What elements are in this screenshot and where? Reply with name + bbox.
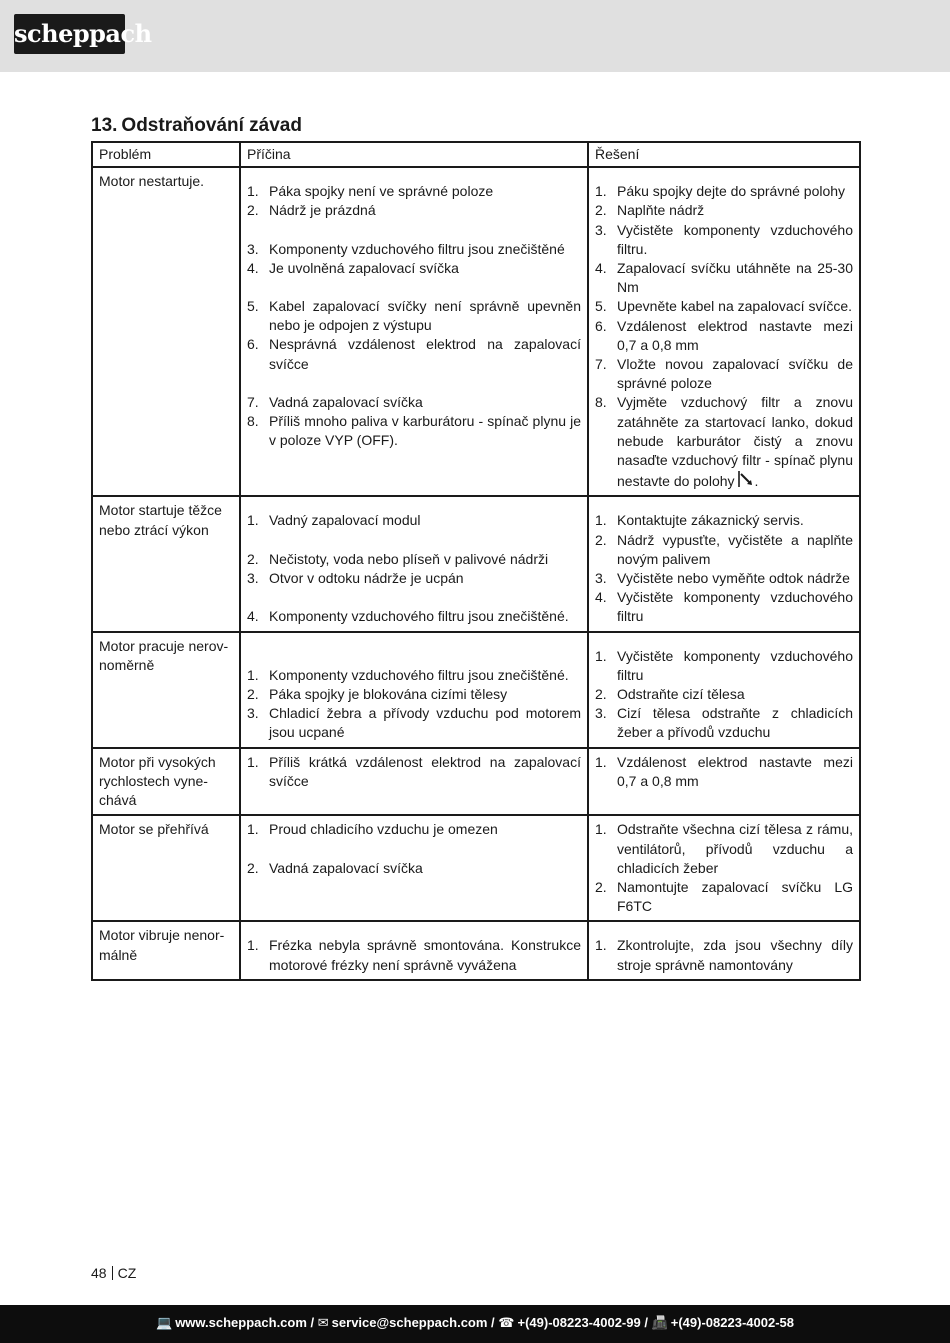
- item-number: 7.: [247, 393, 259, 410]
- cause-cell: [240, 921, 588, 979]
- table-header-row: [92, 142, 860, 167]
- item-text: Naplňte nádrž: [617, 202, 705, 219]
- brand-logo: scheppach: [14, 14, 125, 54]
- item-number: 8.: [247, 413, 259, 430]
- solution-item: [595, 259, 853, 297]
- solution-item: [595, 685, 853, 704]
- item-text: Proud chladicího vzduchu je omezen: [269, 821, 498, 838]
- section-number: 13.: [91, 115, 118, 136]
- item-text: Vzdálenost elektrod nastavte mezi 0,7 a 0,8 mm: [617, 317, 853, 353]
- problem-cell: Motor při vysokých rychlostech vyne-chává: [92, 748, 240, 816]
- item-number: 1.: [595, 821, 607, 838]
- item-text: Vyčistěte komponenty vzduchového filtru: [617, 647, 853, 683]
- item-text: Vzdálenost elektrod nastavte mezi 0,7 a 0,8 mm: [617, 753, 853, 789]
- item-number: 2.: [595, 878, 607, 895]
- header-bar: [0, 0, 950, 72]
- item-text: Namontujte zapalovací svíčku LG F6TC: [617, 878, 853, 915]
- problem-cell: Motor vibruje nenor-málně: [92, 921, 240, 979]
- item-number: 3.: [247, 240, 259, 257]
- item-text: Je uvolněná zapalovací svíčka: [269, 259, 459, 276]
- cause-list: [247, 936, 581, 974]
- problem-cell: Motor startuje těžce nebo ztrácí výkon: [92, 496, 240, 631]
- solution-item: [595, 878, 853, 916]
- section-title: Odstraňování závad: [121, 115, 302, 136]
- solution-cell: [588, 496, 860, 631]
- cause-cell: [240, 496, 588, 631]
- cause-item: [247, 412, 581, 450]
- item-number: 2.: [595, 531, 607, 548]
- page-number: [91, 1265, 136, 1281]
- cause-list: [247, 666, 581, 743]
- footer-contact-text: service@scheppach.com /: [331, 1315, 495, 1330]
- cause-item: [247, 753, 581, 791]
- solution-item: [595, 297, 853, 316]
- solution-item: [595, 201, 853, 220]
- item-text: Nečistoty, voda nebo plíseň v palivové nádrži: [269, 550, 549, 567]
- item-number: 1.: [595, 512, 607, 529]
- item-number: 2.: [247, 859, 259, 876]
- solution-item: [595, 588, 853, 626]
- solution-cell: [588, 632, 860, 748]
- item-number: 1.: [595, 937, 607, 954]
- cause-item: [247, 201, 581, 220]
- cause-list: [247, 820, 581, 877]
- item-text: Nesprávná vzdálenost elektrod na zapalovací svíčce: [269, 336, 581, 372]
- solution-item: [595, 569, 853, 588]
- item-number: 6.: [247, 336, 259, 353]
- footer-contact-text: www.scheppach.com /: [175, 1315, 315, 1330]
- item-text: Vyčistěte komponenty vzduchového filtru: [617, 589, 853, 625]
- item-text: Upevněte kabel na zapalovací svíčce.: [617, 298, 853, 315]
- item-text: Páka spojky je blokována cizími tělesy: [269, 685, 508, 702]
- item-number: 3.: [595, 705, 607, 722]
- item-text: Frézka nebyla správně smontována. Konstrukce motorové frézky není správně vyvážena: [269, 937, 581, 973]
- cause-item: [247, 607, 581, 626]
- cause-item: [247, 936, 581, 974]
- footer-contact-text: +(49)-08223-4002-99 /: [517, 1315, 648, 1330]
- fax-icon: 📠: [651, 1315, 668, 1330]
- solution-item: [595, 393, 853, 491]
- cause-item: [247, 685, 581, 704]
- item-number: 5.: [595, 298, 607, 315]
- item-text: Vadný zapalovací modul: [269, 512, 421, 529]
- item-text: Kabel zapalovací svíčky není správně upevněn nebo je odpojen z výstupu: [269, 298, 581, 334]
- item-text: Chladicí žebra a přívody vzduchu pod motorem jsou ucpané: [269, 705, 581, 741]
- solution-list: [595, 820, 853, 916]
- item-text: Vložte novou zapalovací svíčku de správné poloze: [617, 356, 853, 392]
- solution-item: [595, 221, 853, 259]
- solution-item: [595, 511, 853, 530]
- item-number: 4.: [595, 260, 607, 277]
- item-number: 5.: [247, 298, 259, 315]
- cause-cell: [240, 815, 588, 921]
- solution-item: [595, 647, 853, 685]
- solution-list: [595, 647, 853, 743]
- cause-item: [247, 182, 581, 201]
- item-number: 1.: [247, 666, 259, 683]
- column-header-solution: Řešení: [588, 142, 860, 167]
- item-number: 3.: [595, 221, 607, 238]
- problem-cell: Motor se přehřívá: [92, 815, 240, 921]
- table-row: [92, 815, 860, 921]
- item-number: 2.: [595, 686, 607, 703]
- footer-contact-text: +(49)-08223-4002-58: [670, 1315, 794, 1330]
- item-text: Příliš krátká vzdálenost elektrod na zapalovací svíčce: [269, 753, 581, 789]
- problem-cell: Motor nestartuje.: [92, 167, 240, 496]
- page-number-value: 48: [91, 1265, 107, 1281]
- item-number: 2.: [247, 202, 259, 219]
- item-text: Vyčistěte nebo vyměňte odtok nádrže: [617, 570, 850, 587]
- solution-item: [595, 936, 853, 974]
- email-icon: ✉: [317, 1315, 329, 1330]
- cause-item: [247, 859, 581, 878]
- solution-item: [595, 753, 853, 791]
- cause-cell: [240, 632, 588, 748]
- solution-item: [595, 355, 853, 393]
- item-text: Komponenty vzduchového filtru jsou znečištěné.: [269, 666, 569, 683]
- table-row: [92, 167, 860, 496]
- item-text: Komponenty vzduchového filtru jsou znečištěné: [269, 240, 565, 257]
- item-text: Páku spojky dejte do správné polohy: [617, 183, 846, 200]
- solution-list: [595, 182, 853, 491]
- item-number: 1.: [595, 647, 607, 664]
- item-text: Odstraňte všechna cizí tělesa z rámu, ventilátorů, přívodů vzduchu a chladicích žeber: [617, 821, 853, 876]
- solution-list: [595, 511, 853, 626]
- item-text: Cizí tělesa odstraňte z chladicích žeber a přívodů vzduchu: [617, 705, 853, 741]
- item-number: 8.: [595, 394, 607, 411]
- phone-icon: ☎: [498, 1315, 515, 1330]
- item-number: 4.: [247, 608, 259, 625]
- item-text: Nádrž vypusťte, vyčistěte a naplňte novým palivem: [617, 531, 853, 567]
- solution-list: [595, 936, 853, 974]
- table-row: [92, 632, 860, 748]
- item-text: Vadná zapalovací svíčka: [269, 393, 423, 410]
- cause-item: [247, 704, 581, 742]
- cause-item: [247, 259, 581, 278]
- solution-item: [595, 531, 853, 569]
- item-number: 7.: [595, 356, 607, 373]
- item-text-end: .: [754, 473, 759, 490]
- solution-list: [595, 753, 853, 791]
- solution-item: [595, 820, 853, 878]
- item-text: Otvor v odtoku nádrže je ucpán: [269, 569, 464, 586]
- item-text: Nádrž je prázdná: [269, 202, 376, 219]
- item-number: 2.: [247, 685, 259, 702]
- item-text: Vadná zapalovací svíčka: [269, 859, 423, 876]
- section-heading: [91, 115, 302, 137]
- item-text: Zapalovací svíčku utáhněte na 25-30 Nm: [617, 260, 853, 296]
- cause-item: [247, 550, 581, 569]
- item-text: Vyjměte vzduchový filtr a znovu zatáhněte za startovací lanko, dokud nebude karburátor čistý a znovu nasaďte vzduchový filtr - spínač plynu nestavte do polohy: [617, 394, 853, 490]
- item-text: Vyčistěte komponenty vzduchového filtru.: [617, 221, 853, 257]
- cause-item: [247, 569, 581, 588]
- problem-cell: Motor pracuje nerov-noměrně: [92, 632, 240, 748]
- table-row: [92, 748, 860, 816]
- column-header-problem: Problém: [92, 142, 240, 167]
- item-text: Příliš mnoho paliva v karburátoru - spínač plynu je v poloze VYP (OFF).: [269, 413, 581, 449]
- item-number: 4.: [247, 259, 259, 276]
- computer-icon: 💻: [156, 1315, 173, 1330]
- solution-cell: [588, 921, 860, 979]
- footer-bar: [0, 1305, 950, 1343]
- cause-item: [247, 820, 581, 839]
- choke-off-icon: [737, 470, 755, 488]
- cause-list: [247, 511, 581, 626]
- solution-item: [595, 182, 853, 201]
- item-number: 1.: [247, 753, 259, 770]
- page-separator: [112, 1266, 113, 1280]
- item-text: Kontaktujte zákaznický servis.: [617, 512, 804, 529]
- cause-list: [247, 753, 581, 791]
- item-number: 2.: [247, 550, 259, 567]
- cause-item: [247, 666, 581, 685]
- item-number: 4.: [595, 589, 607, 606]
- column-header-cause: Příčina: [240, 142, 588, 167]
- troubleshooting-table: [91, 141, 861, 981]
- item-number: 1.: [247, 183, 259, 200]
- item-text: Zkontrolujte, zda jsou všechny díly stroje správně namontovány: [617, 937, 853, 973]
- table-row: [92, 496, 860, 631]
- solution-cell: [588, 748, 860, 816]
- solution-item: [595, 317, 853, 355]
- cause-item: [247, 511, 581, 530]
- table-row: [92, 921, 860, 979]
- item-number: 3.: [247, 569, 259, 586]
- item-number: 1.: [247, 512, 259, 529]
- item-number: 1.: [595, 753, 607, 770]
- item-number: 3.: [595, 570, 607, 587]
- page-language: CZ: [117, 1265, 137, 1281]
- cause-item: [247, 297, 581, 335]
- item-number: 6.: [595, 317, 607, 334]
- cause-item: [247, 335, 581, 373]
- item-text: Odstraňte cizí tělesa: [617, 686, 745, 703]
- item-text: Páka spojky není ve správné poloze: [269, 183, 494, 200]
- item-number: 2.: [595, 202, 607, 219]
- item-number: 1.: [247, 821, 259, 838]
- solution-cell: [588, 167, 860, 496]
- cause-list: [247, 182, 581, 450]
- solution-cell: [588, 815, 860, 921]
- cause-cell: [240, 167, 588, 496]
- cause-cell: [240, 748, 588, 816]
- item-text: Komponenty vzduchového filtru jsou znečištěné.: [269, 608, 569, 625]
- cause-item: [247, 240, 581, 259]
- item-number: 3.: [247, 705, 259, 722]
- solution-item: [595, 704, 853, 742]
- item-number: 1.: [247, 937, 259, 954]
- cause-item: [247, 393, 581, 412]
- item-number: 1.: [595, 183, 607, 200]
